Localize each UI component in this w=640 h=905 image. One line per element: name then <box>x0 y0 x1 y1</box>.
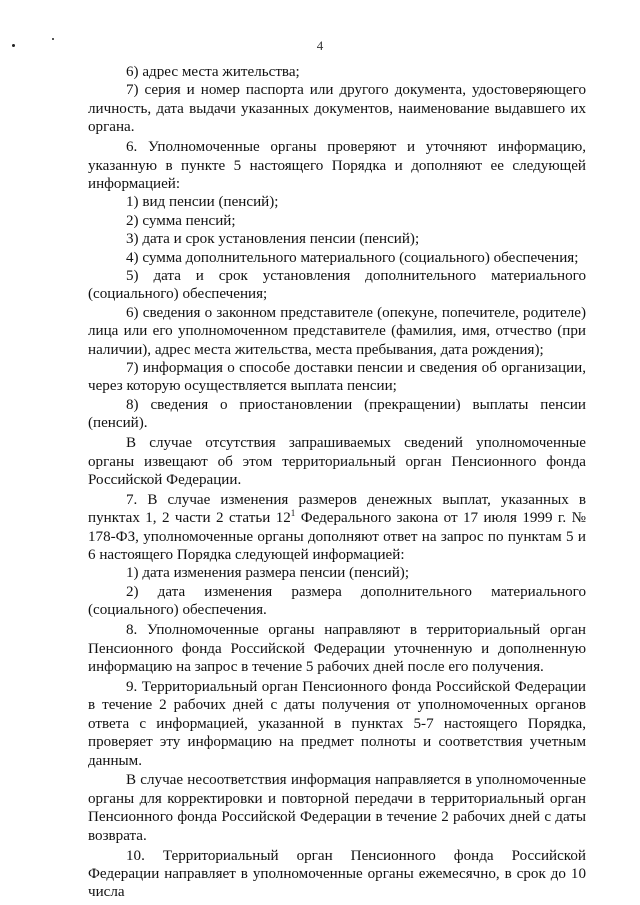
paragraph: 7) серия и номер паспорта или другого документа, удостоверяющего личность, дата выдачи указанных документов, наименование выдавшего их органа. <box>88 82 586 136</box>
paragraph: В случае несоответствия информация направляется в уполномоченные органы для корректировки и повторной передачи в территориальный орган Пенсионного фонда Российской Федерации в течение 2 рабочих дней с даты возврата. <box>88 772 586 844</box>
paragraph: 7) информация о способе доставки пенсии и сведения об организации, через которую осуществляется выплата пенсии; <box>88 360 586 395</box>
paragraph: 2) сумма пенсий; <box>126 212 236 229</box>
paragraph: 1) вид пенсии (пенсий); <box>126 194 279 211</box>
page-number: 4 <box>316 38 324 53</box>
paragraph: 4) сумма дополнительного материального (социального) обеспечения; <box>126 249 579 266</box>
document-body <box>88 63 586 902</box>
paragraph: 8. Уполномоченные органы направляют в территориальный орган Пенсионного фонда Российской Федерации уточненную и дополненную информацию на запрос в течение 5 рабочих дней после его получения. <box>88 622 586 675</box>
paragraph: 9. Территориальный орган Пенсионного фонда Российской Федерации в течение 2 рабочих дней с даты получения от уполномоченных органов ответа с информацией, указанной в пунктах 5-7 настоящего Порядка, проверяет эту информацию на предмет полноты и соответствия учетным данным. <box>88 678 586 769</box>
paragraph: 6. Уполномоченные органы проверяют и уточняют информацию, указанную в пункте 5 настоящего Порядка и дополняют ее следующей информацией: <box>88 139 586 192</box>
superscript: 1 <box>290 508 296 519</box>
paragraph: 6) сведения о законном представителе (опекуне, попечителе, родителе) лица или его уполномоченном представителе (фамилия, имя, отчество (при наличии), адрес места жительства, места пребывания, дата рождения); <box>88 304 586 358</box>
paragraph-7 <box>88 491 586 565</box>
paragraph-7-text: 7. В случае изменения размеров денежных выплат, указанных в пунктах 1, 2 части 2 статьи 12 <box>88 491 586 527</box>
paragraph: 10. Территориальный орган Пенсионного фонда Российской Федерации направляет в уполномоченные органы ежемесячно, в срок до 10 числа <box>88 847 586 901</box>
paragraph: 2) дата изменения размера дополнительного материального (социального) обеспечения. <box>88 583 586 619</box>
paragraph: 3) дата и срок установления пенсии (пенсий); <box>126 231 420 248</box>
paragraph: 6) адрес места жительства; <box>126 64 300 80</box>
paragraph-7-text-cont: Федерального закона от 17 июля 1999 г. № 178-ФЗ, уполномоченные органы дополняют ответ на запрос по пунктам 5 и 6 настоящего Порядка следующей информацией: <box>88 510 586 564</box>
paragraph: 1) дата изменения размера пенсии (пенсий); <box>126 565 410 582</box>
paragraph: В случае отсутствия запрашиваемых сведений уполномоченные органы извещают об этом территориальный орган Пенсионного фонда Российской Федерации. <box>88 435 586 488</box>
paragraph: 5) дата и срок установления дополнительного материального (социального) обеспечения; <box>88 267 586 303</box>
paragraph: 8) сведения о приостановлении (прекращении) выплаты пенсии (пенсий). <box>88 396 586 432</box>
